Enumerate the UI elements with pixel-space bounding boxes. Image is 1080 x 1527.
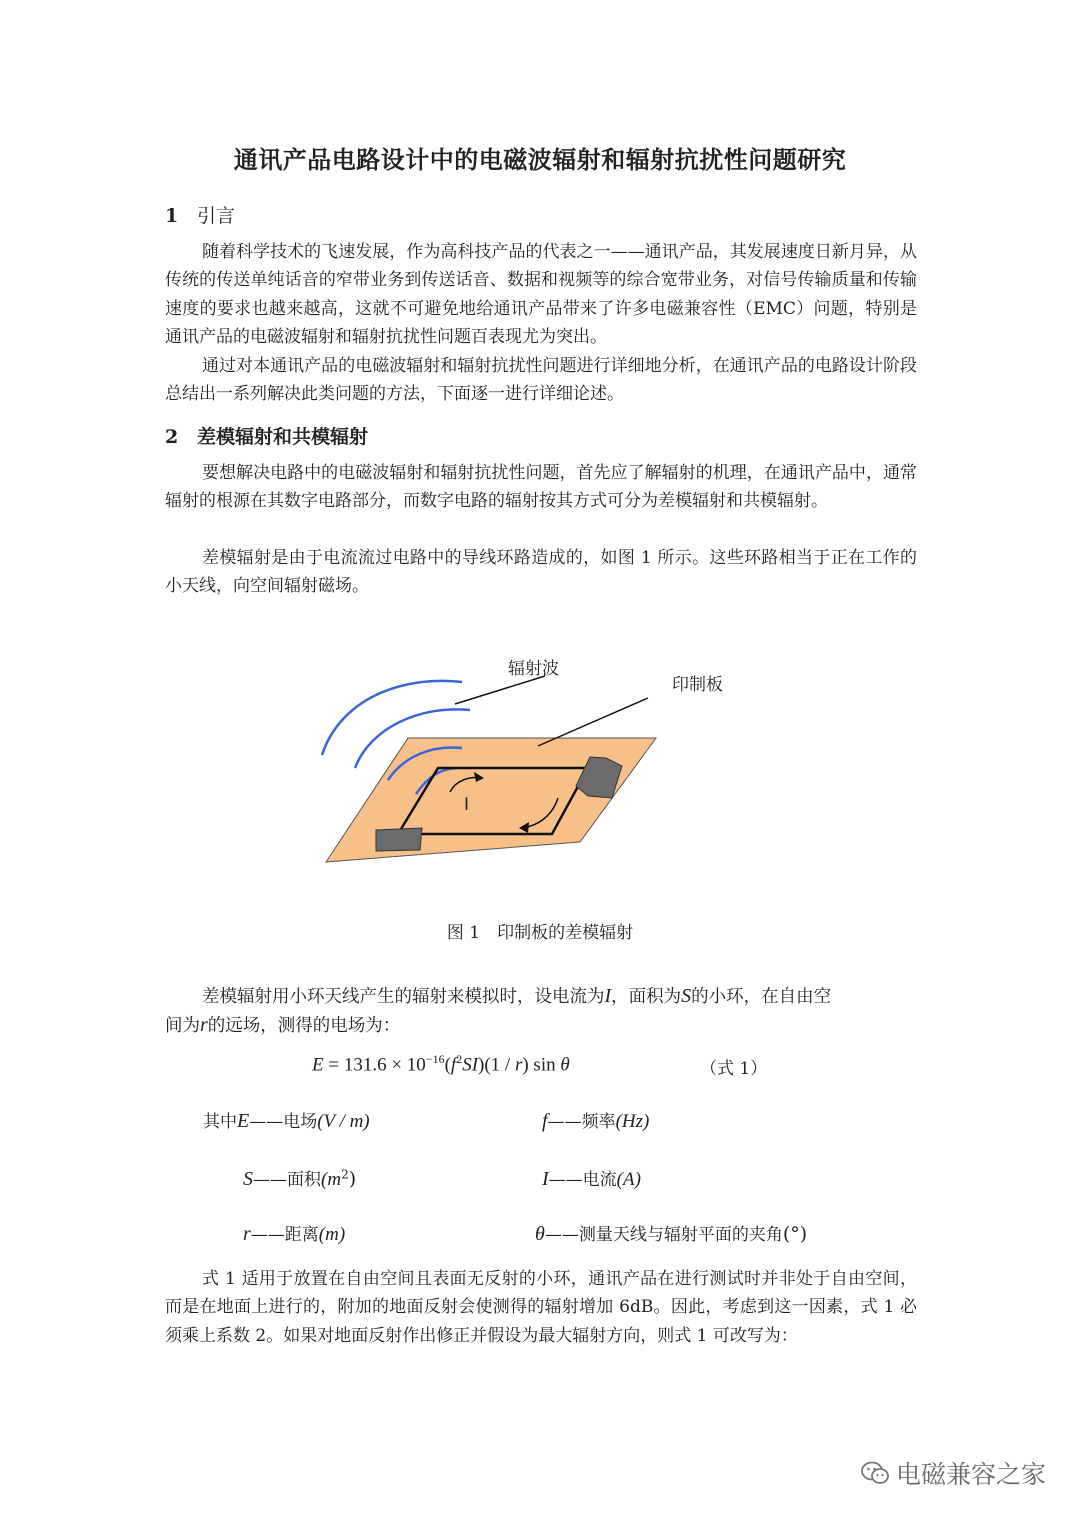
def-text: ——电流 [548,1170,617,1190]
text-run: 间为 [165,1016,200,1036]
label-board: 印制板 [672,675,723,695]
paragraph-model-2 [165,1011,917,1040]
paragraph-model [165,982,917,1011]
figure-caption: 图 1 印制板的差模辐射 [446,923,634,943]
text-run: ，面积为 [611,987,682,1007]
component [376,828,422,851]
eq-body: = 131.6 × 10 [323,1054,426,1076]
definition-f [542,1107,649,1133]
label-current: I [464,795,470,815]
section-title: 引言 [197,205,236,227]
def-var: S [243,1168,253,1190]
def-text: ——电场 [249,1112,318,1132]
definition-r [243,1220,345,1246]
equation-tag: （式 1） [700,1059,768,1079]
def-var: f [542,1110,548,1132]
def-intro: 其中 [203,1112,237,1132]
watermark-text: 电磁兼容之家 [895,1460,1046,1489]
def-unit-sup: 2 [341,1167,349,1182]
text-run: 差模辐射用小环天线产生的辐射来模拟时，设电流为 [202,987,605,1007]
section-title: 差模辐射和共模辐射 [197,426,369,448]
eq-part: SI [462,1054,479,1076]
def-text: ——距离 [250,1225,319,1245]
text-run: 的远场，测得的电场为： [207,1016,401,1036]
eq-part: f [450,1054,457,1076]
figure-pcb-differential-radiation [300,640,760,880]
label-wave: 辐射波 [508,659,559,679]
definition-s [243,1165,356,1191]
section-heading-1 [165,201,235,228]
eq-part: r [514,1054,523,1076]
definition-e [203,1107,370,1133]
paragraph: 要想解决电路中的电磁波辐射和辐射抗扰性问题，首先应了解辐射的机理，在通讯产品中，通常辐射的根源在其数字电路部分，而数字电路的辐射按其方式可分为差模辐射和共模辐射。 [165,463,917,512]
def-text: ——面积 [253,1170,321,1190]
def-unit: (m) [318,1224,346,1245]
eq-exponent: −16 [425,1052,445,1066]
paragraph: 通过对本通讯产品的电磁波辐射和辐射抗扰性问题进行详细地分析，在通讯产品的电路设计阶段总结出一系列解决此类问题的方法，下面逐一进行详细论述。 [165,356,917,405]
eq-part: θ [560,1054,570,1076]
def-var: θ [535,1223,545,1245]
equation-1 [312,1052,570,1076]
def-text: ——测量天线与辐射平面的夹角 [544,1225,783,1245]
leader-line [455,676,545,704]
def-var: r [243,1223,251,1245]
definition-i [542,1165,641,1191]
eq-part: ( [444,1054,451,1076]
def-var: E [237,1110,250,1132]
def-var: I [542,1168,549,1190]
watermark [860,1455,1046,1492]
def-unit: (V / m) [317,1111,370,1132]
eq-part: )(1 / [478,1054,515,1076]
variable-i: I [604,985,612,1007]
variable-s: S [681,985,692,1007]
eq-lhs: E [312,1054,324,1076]
def-unit: (A) [616,1169,641,1190]
def-unit: (Hz) [615,1111,650,1132]
def-text: ——频率 [547,1112,616,1132]
section-heading-2 [165,422,368,449]
paragraph: 随着科学技术的飞速发展，作为高科技产品的代表之一——通讯产品，其发展速度日新月异，从传统的传送单纯话音的窄带业务到传送话音、数据和视频等的综合宽带业务，对信号传输质量和传输速度的要求也越来越高，这就不可避免地给通讯产品带来了许多电磁兼容性（EMC）问题，特别是通讯产品的电磁波辐射和辐射抗扰性问题百表现尤为突出。 [165,242,917,348]
wechat-icon [860,1460,890,1492]
section-number: 2 [165,426,179,448]
variable-r: r [200,1014,208,1036]
eq-part: 2 [456,1052,463,1066]
eq-part: ) sin [522,1054,561,1076]
text-run: 的小环，在自由空 [691,987,832,1007]
def-unit: (m [321,1169,342,1190]
definition-theta [535,1220,807,1246]
paragraph: 差模辐射是由于电流流过电路中的导线环路造成的，如图 1 所示。这些环路相当于正在工作的小天线，向空间辐射磁场。 [165,548,917,597]
def-unit: ) [348,1168,357,1190]
def-unit: (°) [782,1223,808,1245]
paragraph-closing: 式 1 适用于放置在自由空间且表面无反射的小环，通讯产品在进行测试时并非处于自由空间，而是在地面上进行的，附加的地面反射会使测得的辐射增加 6dB。因此，考虑到这一因素，式 1 必须乘上系数 2。如果对地面反射作出修正并假设为最大辐射方向，则式 1 可改写为： [165,1269,917,1346]
section-number: 1 [165,205,179,227]
page-title: 通讯产品电路设计中的电磁波辐射和辐射抗扰性问题研究 [233,145,847,174]
